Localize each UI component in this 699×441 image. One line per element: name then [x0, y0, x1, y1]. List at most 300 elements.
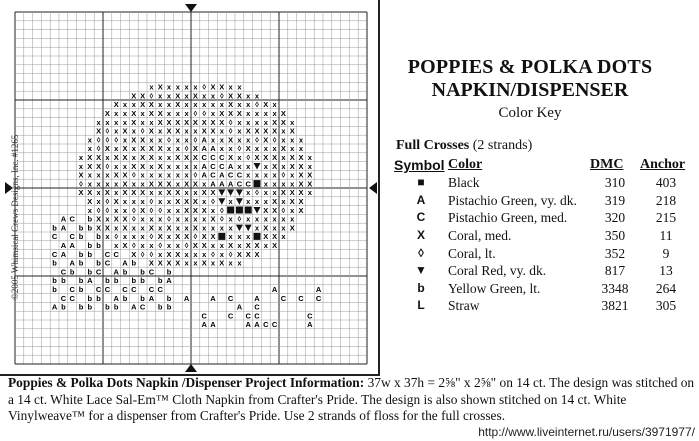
svg-text:X: X [263, 223, 269, 233]
svg-text:x: x [202, 91, 207, 101]
svg-text:X: X [289, 197, 295, 206]
svg-text:x: x [114, 126, 119, 136]
svg-text:A: A [183, 293, 190, 303]
svg-text:A: A [166, 276, 172, 286]
svg-text:X: X [192, 197, 198, 206]
svg-text:x: x [210, 241, 216, 250]
color-key-header-row [394, 157, 692, 174]
color-name: Black [448, 175, 480, 191]
svg-text:X: X [184, 153, 190, 162]
svg-text:x: x [219, 249, 224, 259]
svg-text:x: x [158, 214, 163, 224]
svg-text:x: x [246, 117, 251, 127]
svg-text:X: X [263, 100, 269, 110]
svg-text:X: X [140, 205, 146, 215]
svg-text:A: A [60, 223, 67, 233]
svg-text:x: x [202, 214, 207, 224]
color-name: Straw [448, 298, 480, 314]
svg-text:C: C [236, 179, 243, 189]
svg-text:C: C [148, 267, 155, 277]
svg-text:x: x [175, 179, 180, 189]
svg-text:X: X [140, 91, 146, 101]
svg-text:◊: ◊ [246, 153, 251, 162]
project-info-lead: Poppies & Polka Dots Napkin /Dispenser Project Information: [8, 375, 365, 390]
svg-text:x: x [158, 170, 163, 180]
svg-text:x: x [246, 170, 251, 180]
color-name: Coral, lt. [448, 245, 496, 261]
svg-text:b: b [166, 302, 172, 312]
svg-text:x: x [166, 109, 172, 118]
svg-text:x: x [202, 100, 207, 110]
svg-text:X: X [228, 241, 234, 250]
svg-text:x: x [122, 232, 128, 242]
svg-text:x: x [166, 241, 172, 250]
svg-text:◊: ◊ [140, 249, 145, 259]
svg-text:b: b [157, 276, 163, 286]
svg-text:b: b [52, 258, 57, 268]
svg-text:b: b [166, 267, 172, 277]
svg-text:◊: ◊ [202, 109, 207, 118]
svg-text:X: X [298, 179, 304, 189]
svg-text:x: x [246, 197, 251, 206]
svg-text:X: X [148, 100, 154, 110]
svg-text:C: C [307, 311, 313, 321]
svg-text:x: x [272, 170, 277, 180]
svg-text:X: X [166, 188, 172, 198]
svg-text:x: x [166, 153, 172, 162]
svg-text:x: x [263, 117, 268, 127]
svg-text:X: X [96, 153, 102, 162]
svg-text:A: A [219, 179, 225, 189]
svg-text:b: b [131, 258, 137, 268]
svg-text:A: A [227, 179, 234, 189]
svg-text:X: X [201, 188, 207, 198]
svg-text:C: C [51, 232, 58, 242]
svg-text:x: x [175, 223, 180, 233]
svg-text:x: x [290, 179, 295, 189]
full-crosses-heading [396, 138, 532, 154]
svg-text:x: x [210, 109, 216, 118]
svg-text:X: X [254, 241, 260, 250]
svg-text:C: C [254, 311, 260, 321]
diamond-icon: ◊ [418, 245, 424, 260]
svg-text:b: b [113, 276, 119, 286]
svg-text:X: X [236, 249, 242, 259]
svg-text:x: x [290, 170, 295, 180]
svg-text:x: x [254, 214, 260, 224]
svg-text:x: x [87, 135, 92, 145]
svg-text:x: x [281, 126, 286, 136]
anchor-number: 264 [655, 280, 677, 296]
svg-text:x: x [114, 179, 119, 189]
letter-a-icon: A [416, 192, 426, 207]
svg-text:X: X [184, 205, 190, 215]
svg-text:X: X [104, 109, 110, 118]
svg-text:X: X [140, 100, 146, 110]
svg-text:C: C [139, 302, 146, 312]
svg-text:x: x [237, 241, 242, 250]
svg-text:b: b [78, 285, 84, 294]
svg-text:X: X [254, 153, 260, 162]
svg-text:x: x [254, 197, 260, 206]
svg-text:X: X [157, 117, 163, 127]
svg-text:◊: ◊ [228, 126, 233, 136]
page-title-line1: POPPIES & POLKA DOTS [407, 56, 653, 78]
svg-text:◊: ◊ [96, 144, 101, 154]
svg-text:◊: ◊ [211, 197, 215, 206]
svg-text:C: C [280, 293, 287, 303]
svg-text:X: X [140, 188, 146, 198]
dmc-number: 350 [604, 228, 626, 244]
svg-text:X: X [87, 197, 93, 206]
svg-text:A: A [307, 320, 313, 330]
svg-text:◊: ◊ [114, 135, 119, 145]
svg-text:x: x [166, 82, 172, 92]
svg-text:x: x [246, 214, 251, 224]
svg-text:x: x [237, 153, 242, 162]
svg-text:x: x [114, 144, 119, 154]
svg-text:X: X [219, 117, 225, 127]
svg-text:x: x [87, 170, 92, 180]
svg-text:C: C [95, 267, 102, 277]
svg-text:C: C [227, 293, 234, 303]
svg-text:x: x [210, 100, 216, 110]
svg-text:x: x [298, 144, 304, 154]
svg-text:◊: ◊ [79, 179, 83, 189]
svg-text:x: x [175, 144, 180, 154]
svg-text:X: X [166, 117, 172, 127]
svg-text:C: C [201, 311, 207, 321]
svg-text:◊: ◊ [184, 144, 189, 154]
svg-text:x: x [193, 214, 198, 224]
svg-text:X: X [219, 258, 225, 268]
page-title-line2: NAPKIN/DISPENSER [431, 79, 629, 101]
svg-text:b: b [140, 276, 145, 286]
svg-text:C: C [254, 302, 260, 312]
svg-text:X: X [192, 223, 198, 233]
svg-text:x: x [131, 197, 136, 206]
svg-text:b: b [52, 223, 57, 233]
svg-text:x: x [254, 170, 260, 180]
svg-text:X: X [298, 153, 304, 162]
svg-text:C: C [113, 249, 119, 259]
svg-text:x: x [254, 144, 260, 154]
svg-text:◊: ◊ [131, 205, 136, 215]
svg-text:b: b [96, 232, 101, 242]
svg-text:x: x [210, 223, 216, 233]
svg-text:x: x [210, 258, 216, 268]
svg-text:x: x [131, 232, 136, 242]
svg-text:A: A [254, 320, 260, 330]
svg-text:X: X [157, 179, 163, 189]
svg-text:x: x [254, 117, 260, 127]
svg-text:x: x [184, 82, 189, 92]
dmc-number: 310 [604, 175, 626, 191]
copyright-text: ©2005 Whimsical Crews Designs, Inc. #1265 [10, 134, 20, 300]
svg-text:◊: ◊ [105, 205, 110, 215]
svg-text:X: X [148, 258, 154, 268]
svg-text:x: x [140, 232, 145, 242]
header-anchor: Anchor [640, 157, 686, 172]
svg-text:x: x [290, 135, 295, 145]
svg-text:X: X [184, 117, 190, 127]
svg-text:b: b [61, 276, 66, 286]
svg-text:x: x [158, 188, 163, 198]
svg-text:x: x [263, 109, 268, 118]
svg-text:X: X [166, 258, 172, 268]
svg-text:x: x [140, 179, 145, 189]
svg-text:X: X [122, 241, 128, 250]
svg-text:X: X [307, 179, 313, 189]
svg-text:X: X [148, 144, 154, 154]
svg-text:X: X [289, 153, 295, 162]
svg-text:X: X [140, 153, 146, 162]
svg-text:◊: ◊ [149, 232, 154, 242]
svg-text:x: x [158, 135, 163, 145]
svg-text:X: X [263, 205, 269, 215]
svg-text:X: X [131, 161, 137, 171]
svg-text:◊: ◊ [114, 232, 119, 242]
svg-text:A: A [245, 320, 251, 330]
svg-text:◊: ◊ [105, 135, 110, 145]
svg-text:X: X [219, 82, 225, 92]
table-row [394, 209, 692, 227]
dmc-number: 319 [604, 192, 626, 208]
svg-text:b: b [78, 223, 84, 233]
svg-text:x: x [237, 117, 242, 127]
svg-text:x: x [254, 91, 260, 101]
svg-text:x: x [184, 258, 189, 268]
svg-text:X: X [184, 179, 190, 189]
svg-text:C: C [69, 214, 75, 224]
svg-text:x: x [210, 205, 216, 215]
svg-text:x: x [281, 179, 286, 189]
svg-text:x: x [105, 170, 110, 180]
svg-text:x: x [254, 109, 260, 118]
svg-text:x: x [131, 144, 136, 154]
svg-text:x: x [166, 197, 172, 206]
svg-text:X: X [272, 117, 278, 127]
svg-text:X: X [175, 232, 181, 242]
svg-text:C: C [271, 320, 278, 330]
svg-text:X: X [96, 214, 102, 224]
svg-text:A: A [201, 144, 207, 154]
svg-text:X: X [289, 223, 295, 233]
svg-text:x: x [272, 144, 277, 154]
svg-text:X: X [228, 109, 234, 118]
stitch-symbols [52, 83, 322, 330]
svg-text:X: X [122, 144, 128, 154]
svg-text:x: x [131, 126, 136, 136]
svg-text:A: A [60, 249, 67, 259]
svg-text:x: x [149, 170, 154, 180]
svg-text:x: x [149, 82, 154, 92]
project-info-text: 37w x 37h = 2⅝" x 2⅝" on 14 ct. The design was stitched on a 14 ct. White Lace Sal-Em™ Cloth Napkin from Crafter's Pride. The design is also shown stitched on 14 ct. White Vinylweave™ for a dispenser from Crafter's Pride. Use 2 strands of floss for the full crosses. [8, 375, 695, 423]
watermark-url: http://www.liveinternet.ru/users/3971977/ [478, 425, 695, 439]
svg-text:x: x [122, 100, 128, 110]
svg-text:X: X [131, 135, 137, 145]
svg-text:x: x [140, 109, 145, 118]
svg-text:C: C [148, 285, 155, 294]
svg-text:A: A [201, 161, 207, 171]
svg-text:◊: ◊ [158, 205, 163, 215]
svg-text:A: A [60, 214, 67, 224]
svg-text:b: b [61, 302, 66, 312]
svg-text:C: C [236, 170, 243, 180]
svg-text:◊: ◊ [193, 135, 198, 145]
svg-text:x: x [175, 241, 180, 250]
svg-text:x: x [140, 197, 145, 206]
svg-text:X: X [201, 258, 207, 268]
svg-text:◊: ◊ [105, 126, 110, 136]
svg-text:b: b [105, 276, 110, 286]
svg-text:◊: ◊ [105, 197, 110, 206]
color-name: Pistachio Green, med. [448, 210, 568, 226]
svg-text:X: X [113, 153, 119, 162]
svg-text:X: X [210, 126, 216, 136]
full-crosses-label: Full Crosses [396, 138, 470, 153]
svg-text:X: X [201, 205, 207, 215]
svg-text:X: X [175, 249, 181, 259]
svg-text:x: x [131, 100, 136, 110]
svg-text:x: x [140, 241, 145, 250]
svg-text:x: x [219, 241, 224, 250]
chart-grid [0, 0, 378, 374]
svg-text:x: x [237, 258, 242, 268]
svg-text:x: x [122, 109, 128, 118]
svg-text:◊: ◊ [149, 91, 154, 101]
svg-text:x: x [149, 214, 154, 224]
svg-text:b: b [96, 241, 101, 250]
svg-text:X: X [228, 153, 234, 162]
svg-text:b: b [166, 293, 172, 303]
svg-text:X: X [192, 91, 198, 101]
svg-text:X: X [192, 241, 198, 250]
svg-text:x: x [158, 126, 163, 136]
svg-text:x: x [272, 188, 277, 198]
color-key-table [394, 157, 692, 315]
svg-text:X: X [131, 117, 137, 127]
dmc-number: 817 [604, 263, 626, 279]
svg-text:x: x [87, 179, 92, 189]
svg-text:X: X [166, 249, 172, 259]
svg-text:x: x [246, 188, 251, 198]
svg-text:A: A [210, 144, 216, 154]
svg-text:X: X [298, 170, 304, 180]
svg-text:X: X [289, 126, 295, 136]
svg-text:X: X [122, 223, 128, 233]
svg-text:x: x [78, 161, 84, 171]
svg-text:x: x [219, 135, 224, 145]
svg-text:x: x [96, 188, 101, 198]
table-row [394, 244, 692, 262]
svg-text:X: X [184, 197, 190, 206]
svg-text:A: A [113, 267, 119, 277]
svg-text:X: X [175, 91, 181, 101]
svg-text:X: X [87, 161, 93, 171]
svg-text:X: X [113, 197, 119, 206]
svg-text:x: x [105, 214, 110, 224]
svg-text:X: X [122, 153, 128, 162]
svg-text:b: b [87, 267, 93, 277]
svg-text:x: x [149, 241, 154, 250]
svg-text:x: x [281, 161, 286, 171]
svg-text:X: X [192, 117, 198, 127]
svg-text:X: X [210, 82, 216, 92]
svg-text:x: x [254, 223, 260, 233]
svg-text:A: A [69, 258, 75, 268]
svg-text:x: x [184, 91, 189, 101]
svg-text:x: x [114, 188, 119, 198]
svg-text:x: x [175, 170, 180, 180]
svg-text:X: X [263, 135, 269, 145]
svg-text:x: x [87, 144, 92, 154]
svg-text:X: X [175, 153, 181, 162]
svg-text:x: x [149, 117, 154, 127]
svg-text:X: X [175, 258, 181, 268]
svg-text:X: X [113, 214, 119, 224]
svg-text:x: x [175, 82, 180, 92]
svg-text:◊: ◊ [237, 214, 242, 224]
svg-text:x: x [158, 153, 163, 162]
svg-text:X: X [131, 249, 137, 259]
svg-text:x: x [210, 91, 216, 101]
svg-text:C: C [210, 153, 216, 162]
svg-text:X: X [298, 205, 304, 215]
svg-text:C: C [227, 311, 234, 321]
svg-text:X: X [140, 161, 146, 171]
svg-text:X: X [96, 161, 102, 171]
svg-text:A: A [227, 161, 234, 171]
svg-text:X: X [122, 126, 128, 136]
svg-text:X: X [148, 153, 154, 162]
svg-text:C: C [60, 267, 67, 277]
svg-text:x: x [263, 214, 268, 224]
svg-text:A: A [113, 293, 119, 303]
svg-text:x: x [166, 91, 172, 101]
svg-text:C: C [210, 170, 216, 180]
svg-text:X: X [245, 249, 251, 259]
svg-text:x: x [166, 144, 172, 154]
svg-text:X: X [201, 126, 207, 136]
svg-text:X: X [307, 170, 313, 180]
table-row [394, 174, 692, 192]
svg-text:X: X [175, 188, 181, 198]
svg-text:x: x [105, 232, 110, 242]
svg-text:A: A [254, 293, 260, 303]
svg-text:C: C [51, 249, 58, 259]
svg-text:x: x [175, 205, 180, 215]
svg-text:x: x [114, 205, 119, 215]
svg-text:X: X [175, 100, 181, 110]
svg-text:C: C [219, 161, 225, 171]
svg-text:b: b [87, 302, 93, 312]
svg-text:b: b [140, 267, 145, 277]
anchor-number: 218 [655, 192, 677, 208]
header-color: Color [448, 157, 483, 172]
svg-text:X: X [96, 126, 102, 136]
svg-text:◊: ◊ [167, 135, 171, 145]
svg-text:x: x [122, 135, 128, 145]
svg-text:x: x [228, 82, 233, 92]
svg-text:x: x [202, 223, 207, 233]
svg-text:x: x [228, 144, 233, 154]
svg-text:X: X [263, 126, 269, 136]
svg-text:X: X [122, 179, 128, 189]
full-crosses-note: (2 strands) [472, 138, 533, 153]
svg-text:x: x [166, 161, 172, 171]
svg-text:C: C [95, 285, 102, 294]
